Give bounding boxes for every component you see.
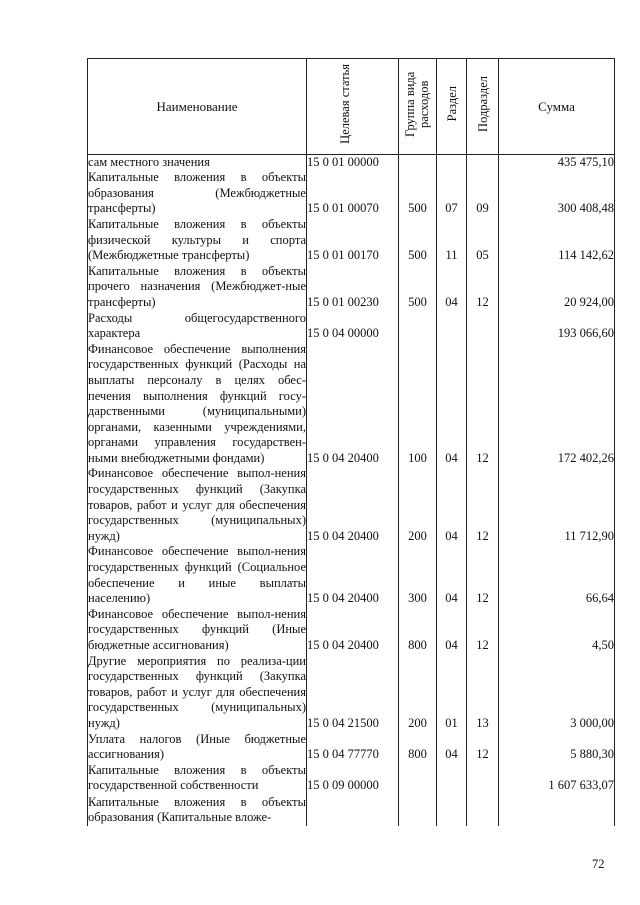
cell-subsection — [467, 763, 499, 794]
table-row — [88, 342, 615, 467]
table-row — [88, 544, 615, 606]
budget-table — [87, 58, 615, 826]
cell-group: 500 — [399, 170, 437, 217]
cell-sum: 20 924,00 — [499, 264, 615, 311]
cell-section: 04 — [437, 544, 467, 606]
cell-section: 04 — [437, 607, 467, 654]
cell-section: 04 — [437, 264, 467, 311]
cell-sum — [499, 794, 615, 826]
cell-code: 15 0 04 77770 — [307, 732, 399, 763]
table-row — [88, 794, 615, 826]
cell-name: Финансовое обеспечение выполнения государственных функций (Расходы на выплаты персоналу в целях обес-печения выполнения функций госу-дарственными (муниципальными) органами, казенными учреждениями, органами управления государствен-ными внебюджетными фондами) — [88, 341, 306, 465]
cell-name: Финансовое обеспечение выпол-нения государственных функций (Закупка товаров, работ и услуг для обеспечения государственных (муниципальных) нужд) — [88, 466, 306, 543]
cell-code: 15 0 04 20400 — [307, 544, 399, 606]
cell-group: 800 — [399, 607, 437, 654]
cell-code — [307, 794, 399, 826]
cell-group — [399, 154, 437, 170]
header-sum: Сумма — [499, 59, 615, 155]
header-name: Наименование — [88, 59, 307, 155]
header-subsection-label: Подраздел — [475, 76, 490, 132]
cell-section — [437, 763, 467, 794]
cell-section: 07 — [437, 170, 467, 217]
table-row — [88, 763, 615, 794]
cell-group: 200 — [399, 466, 437, 544]
cell-code: 15 0 01 00170 — [307, 217, 399, 264]
cell-name: Расходы общегосударственного характера — [88, 310, 306, 341]
cell-name: Уплата налогов (Иные бюджетные ассигнования) — [88, 731, 306, 762]
table-row — [88, 732, 615, 763]
cell-group: 300 — [399, 544, 437, 606]
cell-subsection — [467, 154, 499, 170]
table-row — [88, 654, 615, 732]
cell-subsection — [467, 311, 499, 342]
header-expense-group — [399, 59, 437, 155]
cell-sum: 4,50 — [499, 607, 615, 654]
header-target-label: Целевая статья — [337, 64, 352, 144]
cell-sum: 1 607 633,07 — [499, 763, 615, 794]
cell-section: 04 — [437, 342, 467, 467]
cell-subsection: 09 — [467, 170, 499, 217]
cell-section — [437, 794, 467, 826]
cell-code: 15 0 04 20400 — [307, 342, 399, 467]
cell-name: Другие мероприятия по реализа-ции государственных функций (Закупка товаров, работ и услуг для обеспечения государственных (муниципальных) нужд) — [88, 653, 306, 730]
table-row — [88, 170, 615, 217]
table-row — [88, 466, 615, 544]
cell-code: 15 0 04 20400 — [307, 466, 399, 544]
cell-name: Капитальные вложения в объекты прочего назначения (Межбюджет-ные трансферты) — [88, 263, 306, 309]
header-subsection — [467, 59, 499, 155]
cell-group — [399, 311, 437, 342]
cell-sum: 114 142,62 — [499, 217, 615, 264]
cell-sum: 3 000,00 — [499, 654, 615, 732]
cell-group: 800 — [399, 732, 437, 763]
cell-section: 01 — [437, 654, 467, 732]
cell-name: Финансовое обеспечение выпол-нения государственных функций (Иные бюджетные ассигнования) — [88, 606, 306, 652]
cell-subsection: 12 — [467, 466, 499, 544]
cell-sum: 435 475,10 — [499, 154, 615, 170]
cell-subsection: 12 — [467, 607, 499, 654]
cell-subsection: 13 — [467, 654, 499, 732]
cell-name: Финансовое обеспечение выпол-нения государственных функций (Социальное обеспечение и иные выплаты населению) — [88, 544, 306, 606]
cell-group: 500 — [399, 217, 437, 264]
table-row — [88, 217, 615, 264]
cell-subsection: 12 — [467, 342, 499, 467]
cell-name: сам местного значения — [88, 154, 307, 170]
header-section — [437, 59, 467, 155]
table-row — [88, 264, 615, 311]
cell-section — [437, 311, 467, 342]
cell-group: 500 — [399, 264, 437, 311]
cell-code: 15 0 01 00070 — [307, 170, 399, 217]
cell-code: 15 0 01 00230 — [307, 264, 399, 311]
cell-section: 04 — [437, 732, 467, 763]
cell-sum: 11 712,90 — [499, 466, 615, 544]
header-group-label: Группа вида расходов — [402, 71, 431, 137]
cell-name: Капитальные вложения в объекты образования (Межбюджетные трансферты) — [88, 170, 306, 216]
cell-group: 200 — [399, 654, 437, 732]
cell-section — [437, 154, 467, 170]
header-section-label: Раздел — [444, 86, 459, 122]
cell-group — [399, 763, 437, 794]
table-row — [88, 607, 615, 654]
cell-section: 11 — [437, 217, 467, 264]
cell-subsection — [467, 794, 499, 826]
cell-code: 15 0 01 00000 — [307, 154, 399, 170]
table-header-row — [88, 59, 615, 155]
cell-name: Капитальные вложения в объекты физической культуры и спорта (Межбюджетные трансферты) — [88, 216, 306, 263]
cell-code: 15 0 09 00000 — [307, 763, 399, 794]
cell-group: 100 — [399, 342, 437, 467]
cell-section: 04 — [437, 466, 467, 544]
cell-group — [399, 794, 437, 826]
table-row — [88, 311, 615, 342]
cell-sum: 193 066,60 — [499, 311, 615, 342]
table-row — [88, 154, 615, 170]
cell-subsection: 12 — [467, 264, 499, 311]
header-target-article — [307, 59, 399, 155]
cell-code: 15 0 04 20400 — [307, 607, 399, 654]
cell-sum: 66,64 — [499, 544, 615, 606]
cell-subsection: 12 — [467, 732, 499, 763]
cell-name: Капитальные вложения в объекты образования (Капитальные вложе- — [88, 794, 306, 825]
cell-sum: 172 402,26 — [499, 342, 615, 467]
cell-sum: 5 880,30 — [499, 732, 615, 763]
cell-sum: 300 408,48 — [499, 170, 615, 217]
page-number: 72 — [592, 857, 605, 871]
cell-subsection: 05 — [467, 217, 499, 264]
cell-subsection: 12 — [467, 544, 499, 606]
cell-code: 15 0 04 00000 — [307, 311, 399, 342]
cell-code: 15 0 04 21500 — [307, 654, 399, 732]
cell-name: Капитальные вложения в объекты государственной собственности — [88, 762, 306, 793]
